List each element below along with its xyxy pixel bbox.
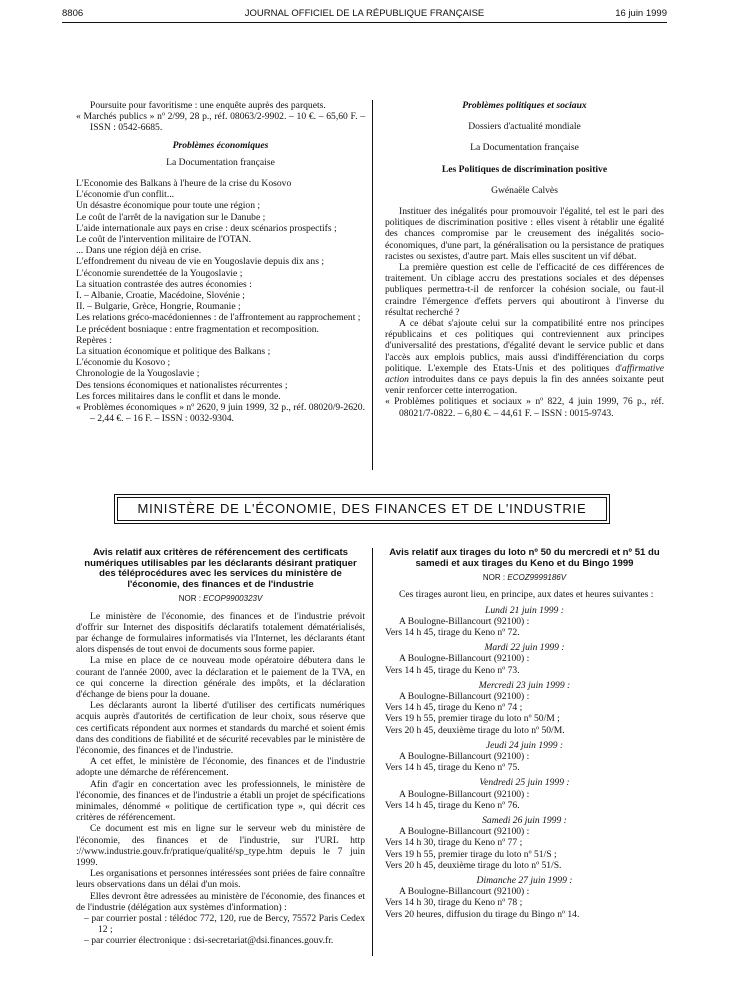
ministry-banner: MINISTÈRE DE L'ÉCONOMIE, DES FINANCES ET DE L'INDUSTRIE [117,497,607,521]
contents-item: L'économie surendettée de la Yougoslavie ; [76,267,243,279]
right-top-column [385,100,664,419]
draw-line: Vers 14 h 45, tirage du Keno nº 73. [385,664,520,676]
contents-item: Chronologie de la Yougoslavie ; [76,368,200,380]
paragraph: A cet effet, le ministère de l'économie, des finances et de l'industrie adopte une démarche de référencement. [76,756,365,779]
nor-reference: NOR : ECOZ9999186V [482,573,567,583]
marches-publics-reference: « Marchés publics » nº 2/99, 28 p., réf. 08063/2-9902. – 10 €. – 65,60 F. – ISSN : 0542-6685. [76,111,365,134]
intro: Ces tirages auront lieu, en principe, aux dates et heures suivantes : [399,589,654,601]
draw-day [385,777,664,811]
draw-line: Vers 20 heures, diffusion du tirage du Bingo nº 14. [385,908,580,920]
contents-item: L'économie d'un conflit... [76,189,175,201]
draw-place: A Boulogne-Billancourt (92100) : [399,691,530,703]
contents-item: Le coût de l'arrêt de la navigation sur le Danube ; [76,211,266,223]
section-title-economiques: Problèmes économiques [172,139,269,151]
intro-line: Poursuite pour favoritisme : une enquête auprès des parquets. [90,100,326,111]
contents-item: Les relations gréco-macédoniennes : de l'affrontement au rapprochement ; [76,312,361,324]
contents-item: La situation contrastée des autres économies : [76,278,252,290]
draw-schedule [385,605,664,920]
draw-day [385,815,664,871]
paragraph: Afin d'agir en concertation avec les professionnels, le ministère de l'économie, des finances et de l'industrie a établi un projet de spécifications minimales, dénommé « politique de certification type », qui décrit ces critères de référencement. [76,778,365,824]
draw-place: A Boulogne-Billancourt (92100) : [399,751,530,763]
paragraph: Les organisations et personnes intéressées sont priées de faire connaître leurs observations dans un délai d'un mois. [76,868,365,891]
draw-place: A Boulogne-Billancourt (92100) : [399,615,530,627]
paragraph: Elles devront être adressées au ministère de l'économie, des finances et de l'industrie (délégation aux systèmes d'information) : [76,890,365,913]
page-header [62,8,667,22]
draw-line: Vers 14 h 45, tirage du Keno nº 75. [385,762,520,774]
publisher: La Documentation française [470,142,579,154]
issue-date: 16 juin 1999 [615,8,667,19]
paragraph: A ce débat s'ajoute celui sur la compatibilité entre nos principes républicains et ces politiques qui contreviennent aux principes d'universalité des prestations, d'égalité devant le service public et dans l'accès aux emplois publics, mais aussi d'indifférenciation du corps politique. L'exemple des Etats-Unis et des politiques d'affirmative action introduites dans ce pays depuis la fin des années soixante peut venir renforcer cette interrogation. [385,318,664,397]
list-item: – par courrier électronique : dsi-secretariat@dsi.finances.gouv.fr. [84,935,334,947]
list-item: – par courrier postal : télédoc 772, 120, rue de Bercy, 75572 Paris Cedex 12 ; [84,913,365,936]
paragraph: La mise en place de ce nouveau mode opératoire débutera dans le courant de l'année 2000, avec la déclaration et le paiement de la TVA, en ce qui concerne la direction générale des impôts, et la déclaration d'échange de biens pour la douane. [76,655,365,700]
notice-title: Avis relatif aux tirages du loto nº 50 du mercredi et nº 51 du samedi et aux tirages du Keno et du Bingo 1999 [389,547,660,569]
contents-item: Le coût de l'intervention militaire de l'OTAN. [76,234,252,246]
economiques-reference: « Problèmes économiques » nº 2620, 9 juin 1999, 32 p., réf. 08020/9-2620. – 2,44 €. – 16 F. – ISSN : 0032-9304. [76,402,365,425]
draw-day [385,680,664,736]
contents-item: Repères : [76,334,112,346]
draw-line: Vers 14 h 45, tirage du Keno nº 74 ; [385,702,523,714]
nor-reference: NOR : ECOP9900323V [178,594,263,604]
draw-line: Vers 19 h 55, premier tirage du loto nº 51/S ; [385,848,557,860]
left-bottom-column [76,548,365,947]
draw-date: Lundi 21 juin 1999 : [485,604,564,616]
draw-date: Dimanche 27 juin 1999 : [476,875,573,887]
series-name: Dossiers d'actualité mondiale [468,121,581,133]
main-title: Les Politiques de discrimination positive [441,163,608,175]
draw-date: Mardi 22 juin 1999 : [484,642,565,654]
contents-item: L'économie du Kosovo ; [76,357,171,369]
column-divider [372,548,373,956]
draw-day [385,740,664,774]
journal-title: JOURNAL OFFICIEL DE LA RÉPUBLIQUE FRANÇAISE [244,8,485,19]
notice-body [76,611,365,913]
paragraph: La première question est celle de l'efficacité de ces différences de traitement. Un ciblage accru des prestations sociales et des dépenses publiques permettra-t-il de renforcer la cohésion sociale, ou faut-il craindre l'émergence d'effets pervers qui aboutiront à l'inverse du résultat recherché ? [385,262,664,318]
contents-item: L'effondrement du niveau de vie en Yougoslavie depuis dix ans ; [76,256,325,268]
draw-day [385,875,664,920]
publisher: La Documentation française [166,156,275,168]
page-number: 8806 [62,8,84,19]
draw-place: A Boulogne-Billancourt (92100) : [399,826,530,838]
paragraph: Ce document est mis en ligne sur le serveur web du ministère de l'économie, des finances et de l'industrie, sur l'URL http ://www.industrie.gouv.fr/pratique/qualité/sp_type.htm depuis le 7 juin 1999. [76,823,365,869]
contents-item: ... Dans une région déjà en crise. [76,245,202,257]
paragraph: Instituer des inégalités pour promouvoir l'égalité, tel est le pari des politiques de discrimination positive : elles visent à rétablir une égalité des chances compromise par le creusement des inégalités socio-économiques, d'une part, la généralisation ou la persistance de pratiques racistes ou sexistes, d'autre part. Mais elles suscitent un vif débat. [385,206,664,262]
main-title: L'Economie des Balkans à l'heure de la crise du Kosovo [76,178,292,190]
draw-place: A Boulogne-Billancourt (92100) : [399,886,530,898]
contents-item: Un désastre économique pour toute une région ; [76,200,261,212]
contents-item: La situation économique et politique des Balkans ; [76,346,271,358]
contents-item: II. – Bulgarie, Grèce, Hongrie, Roumanie ; [76,301,241,313]
politiques-reference: « Problèmes politiques et sociaux » nº 822, 4 juin 1999, 76 p., réf. 08021/7-0822. – 6,80 €. – 44,61 F. – ISSN : 0015-9743. [385,396,664,419]
paragraph: Les déclarants auront la liberté d'utiliser des certificats numériques acquis auprès d'autorités de certification de leur choix, sous réserve que ces certificats répondent aux normes et standards du marché et soient émis dans des conditions de fiabilité et de sécurité recevables par le ministère de l'économie, des finances et de l'industrie. [76,700,365,757]
draw-line: Vers 14 h 30, tirage du Keno nº 77 ; [385,837,523,849]
contents-item: Le précédent bosniaque : entre fragmentation et recomposition. [76,323,319,335]
draw-place: A Boulogne-Billancourt (92100) : [399,653,530,665]
draw-line: Vers 19 h 55, premier tirage du loto nº 50/M ; [385,713,560,725]
column-divider [372,100,373,470]
draw-line: Vers 20 h 45, deuxième tirage du loto nº 51/S. [385,859,562,871]
draw-date: Vendredi 25 juin 1999 : [479,777,570,789]
draw-line: Vers 14 h 45, tirage du Keno nº 72. [385,627,520,638]
contents-item: I. – Albanie, Croatie, Macédoine, Slovénie ; [76,290,245,302]
contents-item: L'aide internationale aux pays en crise : deux scénarios prospectifs ; [76,222,337,234]
left-top-column [76,100,365,424]
draw-date: Jeudi 24 juin 1999 : [485,739,564,751]
header-rule [62,22,667,23]
draw-line: Vers 14 h 30, tirage du Keno nº 78 ; [385,897,523,909]
draw-day [385,642,664,676]
author: Gwénaële Calvès [491,184,558,196]
notice-title: Avis relatif aux critères de référencement des certificats numériques utilisables par les déclarants désirant pratiquer des téléprocédures avec les services du ministère de l'économie, des finances et de l'industrie [84,547,357,590]
contents-list [76,178,365,402]
contents-item: Les forces militaires dans le conflit et dans le monde. [76,390,281,402]
draw-day [385,605,664,639]
right-bottom-column [385,548,664,920]
draw-date: Samedi 26 juin 1999 : [482,815,567,827]
draw-line: Vers 14 h 45, tirage du Keno nº 76. [385,799,520,811]
contact-list [76,913,365,947]
contents-item: Des tensions économiques et nationalistes récurrentes ; [76,379,288,391]
section-title-politiques: Problèmes politiques et sociaux [462,100,587,111]
draw-line: Vers 20 h 45, deuxième tirage du loto nº 50/M. [385,724,565,736]
draw-place: A Boulogne-Billancourt (92100) : [399,788,530,800]
paragraph: Le ministère de l'économie, des finances et de l'industrie prévoit d'offrir sur Internet des dispositifs déclaratifs totalement dématérialisés, par échange de formulaires informatisés via l'Internet, les déclarants étant alors dispensés de tout envoi de documents sous forme papier. [76,610,365,656]
draw-date: Mercredi 23 juin 1999 : [478,679,571,691]
